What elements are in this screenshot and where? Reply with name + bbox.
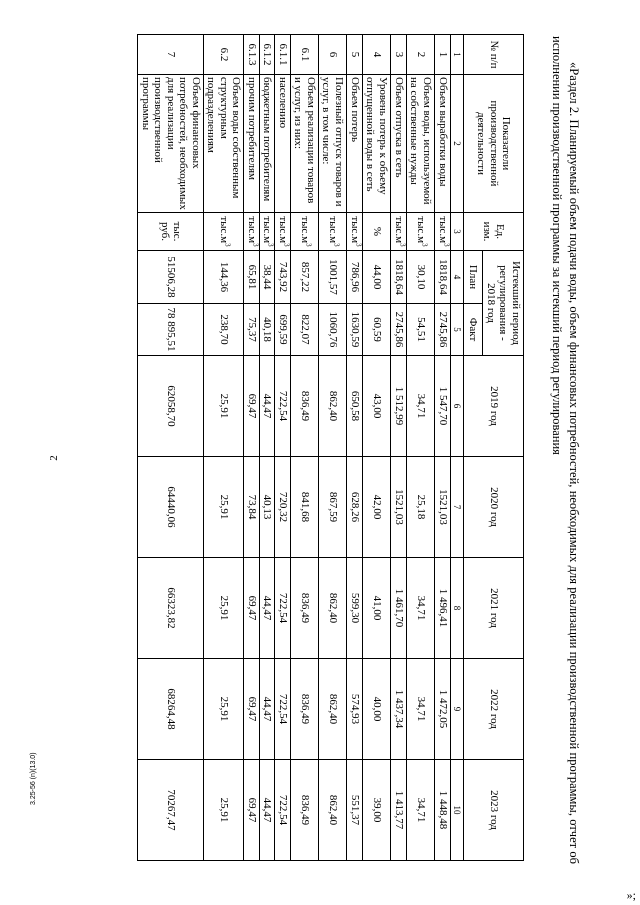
unit-text: тыс.м: [246, 216, 258, 244]
cell-y2022: 836,49: [291, 659, 319, 760]
cell-unit: [435, 213, 451, 251]
cell-unit: [260, 213, 276, 251]
cell-y2021: 34,71: [407, 558, 435, 659]
cell-y2019: 62058,70: [138, 356, 204, 457]
table-row: [244, 35, 260, 861]
cell-fact: 1630,59: [347, 304, 363, 356]
cell-unit: [204, 213, 245, 251]
cell-y2019: 34,71: [407, 356, 435, 457]
cell-name: населению: [275, 75, 291, 213]
header-plan: План: [464, 251, 483, 304]
superscript-3: 3: [354, 243, 363, 247]
cell-fact: 699,59: [275, 304, 291, 356]
header-2020: 2020 год: [464, 457, 524, 558]
cell-y2021: 25,91: [204, 558, 245, 659]
superscript-3: 3: [251, 243, 260, 247]
table-row: [363, 35, 391, 861]
unit-text: тыс.м: [392, 216, 405, 244]
header-2019: 2019 год: [464, 356, 524, 457]
table-row: [138, 35, 204, 861]
column-index: 9: [451, 659, 464, 760]
cell-y2022: 1 472,05: [435, 659, 451, 760]
unit-text: тыс.м: [414, 216, 427, 244]
closing-mark: »;: [626, 888, 636, 902]
cell-y2021: 69,47: [244, 558, 260, 659]
table-row: [391, 35, 407, 861]
cell-y2021: 599,30: [347, 558, 363, 659]
cell-y2023: 836,49: [291, 760, 319, 861]
cell-unit: тыс. руб.: [138, 213, 204, 251]
cell-plan: 44,00: [363, 251, 391, 304]
cell-plan: 1818,64: [435, 251, 451, 304]
page-number: 2: [48, 455, 60, 461]
cell-y2020: 628,26: [347, 457, 363, 558]
column-index: 8: [451, 558, 464, 659]
table-row: [204, 35, 245, 861]
cell-fact: 2745,86: [435, 304, 451, 356]
cell-name: Объем реализации товаров и услуг, из них:: [291, 75, 319, 213]
cell-y2021: 836,49: [291, 558, 319, 659]
cell-name: Объем финансовых потребностей, необходимых для реализации производственной программы: [138, 75, 204, 213]
cell-plan: 30,10: [407, 251, 435, 304]
cell-y2022: 722,54: [275, 659, 291, 760]
cell-y2023: 39,00: [363, 760, 391, 861]
table-body: [138, 35, 464, 861]
cell-y2022: 1 437,34: [391, 659, 407, 760]
cell-y2019: 650,58: [347, 356, 363, 457]
superscript-3: 3: [282, 243, 291, 247]
table-row: [275, 35, 291, 861]
cell-plan: 1001,57: [319, 251, 347, 304]
cell-plan: 144,36: [204, 251, 245, 304]
cell-y2023: 69,47: [244, 760, 260, 861]
production-program-table: [138, 34, 525, 861]
cell-y2020: 867,59: [319, 457, 347, 558]
table-row: [407, 35, 435, 861]
superscript-3: 3: [304, 243, 313, 247]
superscript-3: 3: [442, 243, 451, 247]
cell-y2022: 34,71: [407, 659, 435, 760]
cell-y2022: 44,47: [260, 659, 276, 760]
superscript-3: 3: [223, 243, 232, 247]
cell-y2020: 1521,03: [435, 457, 451, 558]
cell-y2019: 1 547,70: [435, 356, 451, 457]
cell-unit: %: [363, 213, 391, 251]
cell-name: прочим потребителям: [244, 75, 260, 213]
cell-fact: 238,70: [204, 304, 245, 356]
cell-name: Объем отпуска в сеть: [391, 75, 407, 213]
cell-plan: 38,44: [260, 251, 276, 304]
cell-plan: 1818,64: [391, 251, 407, 304]
cell-y2020: 1521,03: [391, 457, 407, 558]
cell-y2019: 25,91: [204, 356, 245, 457]
cell-y2020: 841,68: [291, 457, 319, 558]
cell-y2021: 66323,82: [138, 558, 204, 659]
cell-y2023: 44,47: [260, 760, 276, 861]
cell-num: 1: [435, 35, 451, 75]
cell-unit: [291, 213, 319, 251]
cell-fact: 78 895,51: [138, 304, 204, 356]
cell-y2023: 1 413,77: [391, 760, 407, 861]
header-period: Истекший период регулирования - 2018 год: [483, 251, 524, 356]
cell-name: бюджетным потребителям: [260, 75, 276, 213]
cell-y2020: 25,91: [204, 457, 245, 558]
column-index: 4: [451, 251, 464, 304]
cell-y2023: 25,91: [204, 760, 245, 861]
cell-y2022: 25,91: [204, 659, 245, 760]
table-row: [347, 35, 363, 861]
cell-num: 6.1.1: [275, 35, 291, 75]
cell-unit: [391, 213, 407, 251]
cell-y2019: 44,47: [260, 356, 276, 457]
cell-name: Объем выработки воды: [435, 75, 451, 213]
cell-y2020: 42,00: [363, 457, 391, 558]
column-index: 3: [451, 213, 464, 251]
cell-num: 2: [407, 35, 435, 75]
table-row: [291, 35, 319, 861]
cell-num: 6.1.3: [244, 35, 260, 75]
unit-text: тыс.м: [298, 216, 311, 244]
header-2022: 2022 год: [464, 659, 524, 760]
cell-name: Объем воды собственным структурным подразделениям: [204, 75, 245, 213]
cell-num: 6.2: [204, 35, 245, 75]
cell-y2023: 34,71: [407, 760, 435, 861]
cell-name: Объем потерь: [347, 75, 363, 213]
cell-y2020: 73,84: [244, 457, 260, 558]
cell-y2021: 1 461,70: [391, 558, 407, 659]
cell-plan: 786,96: [347, 251, 363, 304]
cell-name: Объем воды, используемой на собственные нужды: [407, 75, 435, 213]
unit-text: тыс.м: [436, 216, 449, 244]
cell-num: 6.1.2: [260, 35, 276, 75]
table-row: [260, 35, 276, 861]
cell-unit: [244, 213, 260, 251]
cell-fact: 2745,86: [391, 304, 407, 356]
cell-name: Полезный отпуск товаров и услуг, в том числе:: [319, 75, 347, 213]
unit-text: тыс.м: [261, 216, 274, 244]
cell-y2022: 69,47: [244, 659, 260, 760]
cell-fact: 54,51: [407, 304, 435, 356]
column-index: 1: [451, 35, 464, 75]
cell-fact: 75,37: [244, 304, 260, 356]
cell-y2022: 862,40: [319, 659, 347, 760]
superscript-3: 3: [267, 243, 276, 247]
cell-plan: 857,22: [291, 251, 319, 304]
cell-num: 5: [347, 35, 363, 75]
cell-y2022: 68264,48: [138, 659, 204, 760]
column-index-row: [451, 35, 464, 861]
cell-y2019: 836,49: [291, 356, 319, 457]
cell-y2020: 40,13: [260, 457, 276, 558]
cell-unit: [407, 213, 435, 251]
cell-y2020: 64440,06: [138, 457, 204, 558]
cell-y2023: 70267,47: [138, 760, 204, 861]
cell-y2021: 1 496,41: [435, 558, 451, 659]
column-index: 10: [451, 760, 464, 861]
cell-fact: 822,07: [291, 304, 319, 356]
superscript-3: 3: [398, 243, 407, 247]
rotated-page-content: [72, 30, 582, 870]
cell-unit: [319, 213, 347, 251]
cell-y2023: 1 448,48: [435, 760, 451, 861]
unit-text: тыс.м: [218, 216, 230, 244]
cell-plan: 65,81: [244, 251, 260, 304]
header-number: № п/п: [464, 35, 524, 75]
column-index: 5: [451, 304, 464, 356]
cell-y2019: 1 512,99: [391, 356, 407, 457]
cell-y2021: 41,00: [363, 558, 391, 659]
cell-y2022: 40,00: [363, 659, 391, 760]
table-row: [319, 35, 347, 861]
cell-num: 6: [319, 35, 347, 75]
cell-y2023: 551,37: [347, 760, 363, 861]
cell-y2019: 862,40: [319, 356, 347, 457]
section-caption: «Раздел 2. Планируемый объем подачи воды, объем финансовых потребностей, необходимых для реализации производственной программы, отчет об исполнении производственной программы за истекший период регулирования: [550, 36, 581, 864]
column-index: 2: [451, 75, 464, 213]
cell-name: Уровень потерь к объему отпущенной воды в сеть: [363, 75, 391, 213]
column-index: 6: [451, 356, 464, 457]
cell-num: 6.1: [291, 35, 319, 75]
cell-num: 4: [363, 35, 391, 75]
header-unit: Ед. изм.: [464, 213, 524, 251]
cell-y2023: 722,54: [275, 760, 291, 861]
table-row: [435, 35, 451, 861]
cell-y2023: 862,40: [319, 760, 347, 861]
column-index: 7: [451, 457, 464, 558]
cell-fact: 1060,76: [319, 304, 347, 356]
header-2021: 2021 год: [464, 558, 524, 659]
unit-text: тыс.м: [348, 216, 361, 244]
cell-unit: [347, 213, 363, 251]
unit-text: тыс.м: [277, 216, 289, 244]
cell-y2021: 862,40: [319, 558, 347, 659]
cell-y2021: 722,54: [275, 558, 291, 659]
unit-text: тыс.м: [326, 216, 339, 244]
cell-y2021: 44,47: [260, 558, 276, 659]
cell-y2019: 69,47: [244, 356, 260, 457]
header-indicator: Показатели производственной деятельности: [464, 75, 524, 213]
document-stamp: 3.25-56 (n)(13.0): [30, 752, 37, 805]
cell-fact: 40,18: [260, 304, 276, 356]
superscript-3: 3: [332, 243, 341, 247]
cell-y2019: 43,00: [363, 356, 391, 457]
cell-plan: 743,92: [275, 251, 291, 304]
cell-unit: [275, 213, 291, 251]
cell-num: 3: [391, 35, 407, 75]
header-2023: 2023 год: [464, 760, 524, 861]
cell-plan: 51506,28: [138, 251, 204, 304]
cell-num: 7: [138, 35, 204, 75]
cell-y2020: 720,32: [275, 457, 291, 558]
cell-y2020: 25,18: [407, 457, 435, 558]
cell-y2019: 722,54: [275, 356, 291, 457]
superscript-3: 3: [420, 243, 429, 247]
header-fact: Факт: [464, 304, 483, 356]
cell-y2022: 574,93: [347, 659, 363, 760]
cell-fact: 60,59: [363, 304, 391, 356]
